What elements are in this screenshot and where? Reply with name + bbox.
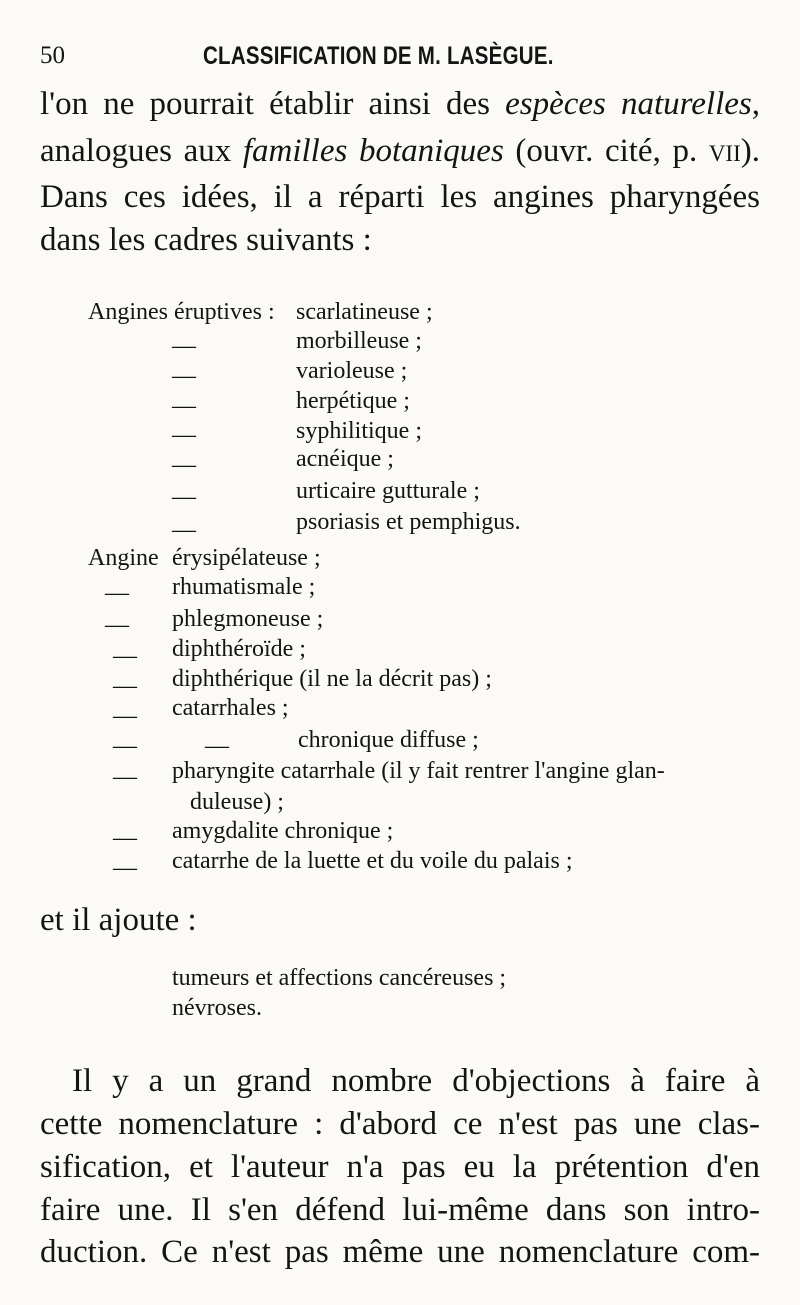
ditto-dash: — — [205, 733, 229, 759]
list-item: catarrhales ; — [172, 695, 289, 721]
list-item: scarlatineuse ; — [296, 299, 433, 325]
list-item-continuation: duleuse) ; — [190, 789, 284, 815]
paragraph-line: duction. Ce n'est pas même une nomenclature com- — [40, 1234, 760, 1270]
list-item: phlegmoneuse ; — [172, 606, 324, 632]
paragraph-line: faire une. Il s'en défend lui-même dans son intro- — [40, 1192, 760, 1228]
paragraph-line: dans les cadres suivants : — [40, 222, 372, 258]
paragraph-line: sification, et l'auteur n'a pas eu la prétention d'en — [40, 1149, 760, 1185]
list-item: syphilitique ; — [296, 418, 422, 444]
ditto-dash: — — [113, 673, 137, 699]
ditto-dash: — — [113, 703, 137, 729]
ditto-dash: — — [172, 484, 196, 510]
list-item: pharyngite catarrhale (il y fait rentrer l'angine glan- — [172, 758, 665, 784]
ditto-dash: — — [172, 363, 196, 389]
paragraph-line: cette nomenclature : d'abord ce n'est pas une clas- — [40, 1106, 760, 1142]
list-item: morbilleuse ; — [296, 328, 422, 354]
list-item: diphthéroïde ; — [172, 636, 306, 662]
paragraph-line: l'on ne pourrait établir ainsi des espèces naturelles, — [40, 86, 760, 122]
list-item: diphthérique (il ne la décrit pas) ; — [172, 666, 492, 692]
list-item: érysipélateuse ; — [172, 545, 321, 571]
list-item: acnéique ; — [296, 446, 394, 472]
list-item: rhumatismale ; — [172, 574, 316, 600]
ditto-dash: — — [105, 612, 129, 638]
list-item: amygdalite chronique ; — [172, 818, 394, 844]
list-item: psoriasis et pemphigus. — [296, 509, 521, 535]
list-item: herpétique ; — [296, 388, 410, 414]
paragraph-line: Dans ces idées, il a réparti les angines pharyngées — [40, 179, 760, 215]
ditto-dash: — — [172, 517, 196, 543]
ditto-dash: — — [113, 764, 137, 790]
page-number: 50 — [40, 42, 65, 69]
paragraph-line: analogues aux familles botaniques (ouvr. cité, p. vii). — [40, 133, 760, 169]
ditto-dash: — — [113, 643, 137, 669]
list-item: névroses. — [172, 995, 262, 1021]
ditto-dash: — — [113, 825, 137, 851]
paragraph-line: Il y a un grand nombre d'objections à faire à — [72, 1063, 760, 1099]
ditto-dash: — — [113, 855, 137, 881]
list-item: urticaire gutturale ; — [296, 478, 480, 504]
running-title: CLASSIFICATION DE M. LASÈGUE. — [203, 42, 554, 70]
ditto-dash: — — [113, 733, 137, 759]
list-item: tumeurs et affections cancéreuses ; — [172, 965, 507, 991]
ditto-dash: — — [172, 422, 196, 448]
ditto-dash: — — [172, 333, 196, 359]
list-item: varioleuse ; — [296, 358, 408, 384]
list-item: catarrhe de la luette et du voile du palais ; — [172, 848, 573, 874]
list-item: chronique diffuse ; — [298, 727, 479, 753]
ditto-dash: — — [172, 393, 196, 419]
ditto-dash: — — [105, 580, 129, 606]
angine-heading: Angine — [88, 545, 159, 571]
addition-intro: et il ajoute : — [40, 902, 197, 938]
ditto-dash: — — [172, 452, 196, 478]
eruptive-heading: Angines éruptives : — [88, 299, 275, 325]
